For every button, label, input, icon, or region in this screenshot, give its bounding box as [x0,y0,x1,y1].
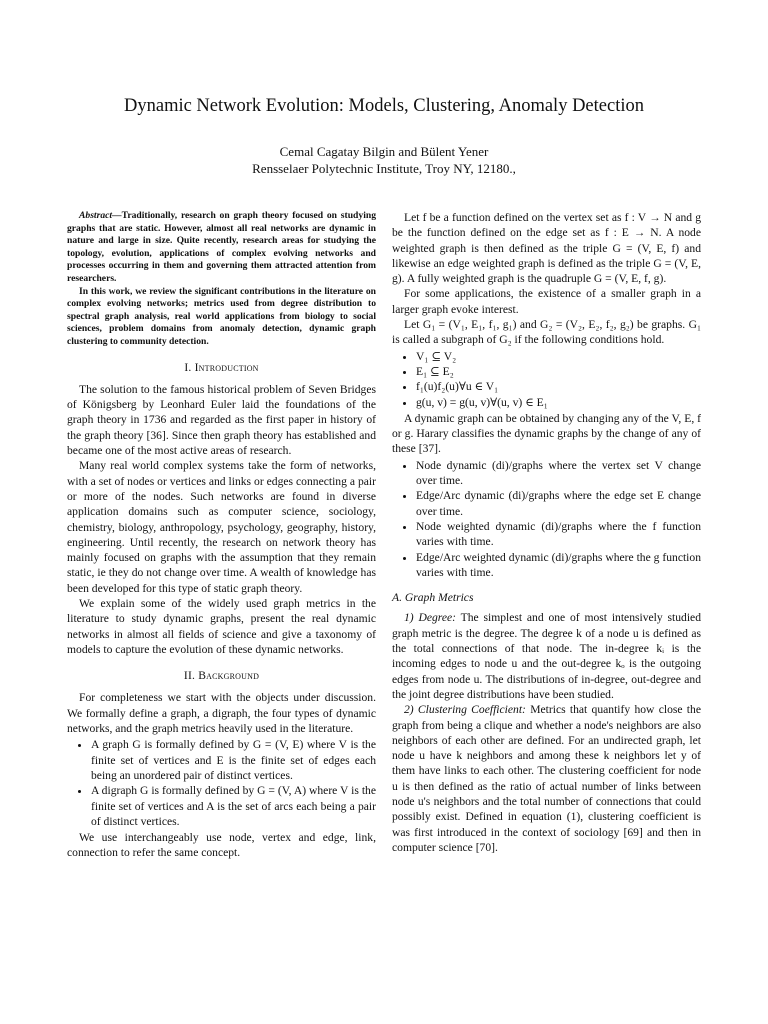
subgraph-definition-paragraph: Let G₁ = (V₁, E₁, f₁, g₁) and G₂ = (V₂, E₂, f₂, g₂) be graphs. G₁ is called a subgraph of G₂ if the following conditions hold. [392,318,701,347]
list-item: • Node weighted dynamic (di)/graphs where the f function varies with time. [416,519,701,550]
degree-paragraph [392,610,701,702]
clustering-coefficient-label: 2) Clustering Coefficient: [404,703,526,717]
degree-label: 1) Degree: [404,611,457,625]
list-item: • f₁(u)f₂(u)∀u ∈ V₁ [416,379,701,394]
degree-text: The simplest and one of most intensively studied graph metric is the degree. The degree k of a node u is defined as the total connections of that node. The in-degree kᵢ is the incoming edges to node u and the out-degree kₒ is the outgoing edges from node u. The distributions of in-degree, out-degree and the joint degree distributions have been studied. [392,611,701,701]
background-paragraph-1: For completeness we start with the objects under discussion. We formally define a graph, a digraph, the four types of dynamic networks, and the graph metrics heavily used in the literature. [67,691,376,736]
intro-paragraph-1: The solution to the famous historical problem of Seven Bridges of Königsberg by Leonhard Euler laid the foundations of the graph theory in 1736 and regarded as the first paper in history of the graph theory [36]. Since then graph theory has established and became one of the most active areas of research. [67,382,376,458]
abstract-label: Abstract— [79,210,122,221]
definition-list [67,737,376,829]
subgraph-intro-paragraph: For some applications, the existence of a smaller graph in a larger graph evoke interest. [392,287,701,316]
list-item: • A graph G is formally defined by G = (V, E) where V is the finite set of vertices and E is the finite set of edges each being an unordered pair of distinct vertices. [91,737,376,783]
background-paragraph-2: We use interchangeably use node, vertex and edge, link, connection to refer the same concept. [67,831,376,860]
author-affiliation: Rensselaer Polytechnic Institute, Troy NY, 12180., [252,161,516,176]
subsection-heading-graph-metrics: A. Graph Metrics [392,591,474,605]
list-item: • E₁ ⊆ E₂ [416,364,701,379]
left-column [67,210,376,861]
dynamic-graph-paragraph: A dynamic graph can be obtained by changing any of the V, E, f or g. Harary classifies the dynamic graphs by the change of any of these [37]. [392,411,701,456]
dynamic-graph-types-list [392,458,701,580]
list-item: • Edge/Arc weighted dynamic (di)/graphs where the g function varies with time. [416,550,701,581]
clustering-coefficient-paragraph [392,702,701,855]
section-number: I. [184,360,195,374]
section-title: Introduction [194,360,259,374]
subgraph-conditions-list [392,349,701,410]
section-number: II. [183,669,199,683]
section-heading-background [67,668,376,683]
abstract [67,210,376,349]
list-item: • Node dynamic (di)/graphs where the vertex set V change over time. [416,458,701,489]
section-heading-introduction [67,360,376,375]
author-names: Cemal Cagatay Bilgin and Bülent Yener [279,144,489,159]
clustering-coefficient-text: Metrics that quantify how close the graph from being a clique and whether a node's neighbors are also neighbors of each other are defined. For an undirected graph, let node u have k neighbors and among these k neighbors let y of them have links to each other. The clustering coefficient for node u is then defined as the ratio of actual number of links between node u's neighbors and the total number of connections that could possibly exist. Defined in equation (1), clustering coefficient is was first introduced in the context of sociology [69] and then in computer science [70]. [392,703,701,854]
abstract-paragraph-1: Traditionally, research on graph theory focused on studying graphs that are static. However, almost all real networks are dynamic in nature and large in size. Quite recently, research areas for studying the topology, evolution, applications of complex evolving networks and processes occurring in them and governing them attracted attention from researchers. [67,210,376,284]
list-item: • g(u, v) = g(u, v)∀(u, v) ∈ E₁ [416,395,701,410]
intro-paragraph-2: Many real world complex systems take the form of networks, with a set of nodes or vertices and links or edges connecting a pair or more of the nodes. Such networks are found in diverse application domains such as computer science, sociology, chemistry, biology, anthropology, psychology, geography, history, engineering. Until recently, the research on network theory has mainly focused on graphs with the assumption that they remain static, ie they do not change over time. A wealth of knowledge has been developed for this type of static graph theory. [67,459,376,595]
list-item: • V₁ ⊆ V₂ [416,349,701,364]
intro-paragraph-3: We explain some of the widely used graph metrics in the literature to study dynamic graphs, present the real dynamic networks in almost all fields of science and give a taxonomy of models to capture the evolution of these dynamic networks. [67,596,376,656]
list-item: • Edge/Arc dynamic (di)/graphs where the edge set E change over time. [416,488,701,519]
weighted-graph-paragraph: Let f be a function defined on the vertex set as f : V → N and g be the function defined on the edge set as f : E → N. A node weighted graph is then defined as the triple G = (V, E, f) and likewise an edge weighted graph is defined as the triple G = (V, E, g). A fully weighted graph is the quadruple G = (V, E, f, g). [392,211,701,286]
section-title: Background [198,669,260,683]
author-block [0,143,768,177]
abstract-paragraph-2: In this work, we review the significant contributions in the literature on complex evolving networks; metrics used from degree distribution to spectral graph analysis, real world applications from biology to social sciences, problem domains from anomaly detection, dynamic graph clustering to community detection. [67,285,376,347]
list-item: • A digraph G is formally defined by G = (V, A) where V is the finite set of vertices and A is the set of arcs each being a pair of distinct vertices. [91,783,376,829]
right-column [392,210,701,855]
paper-title: Dynamic Network Evolution: Models, Clustering, Anomaly Detection [124,96,644,116]
